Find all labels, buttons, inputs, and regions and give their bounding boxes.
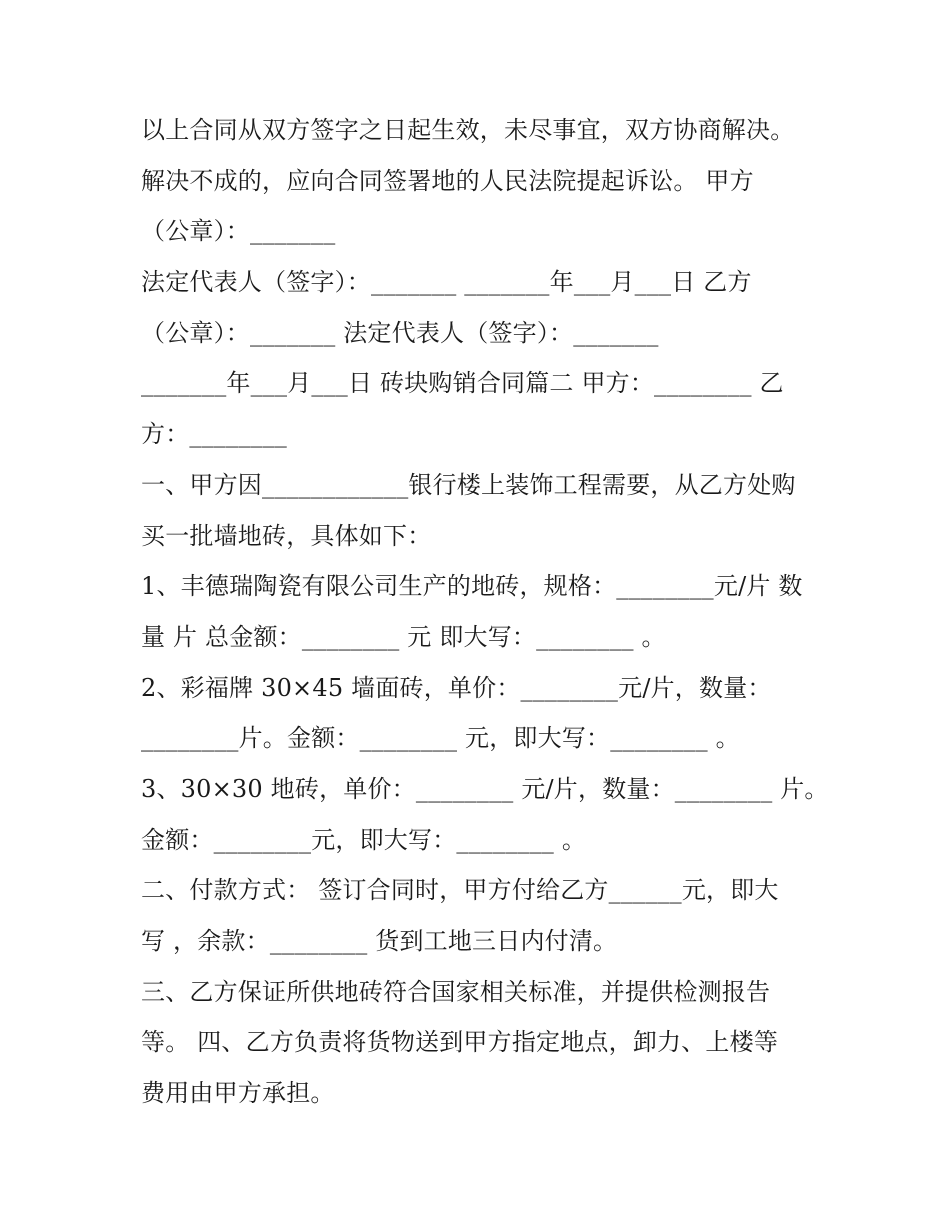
text-line: 费用由甲方承担。 (141, 1079, 335, 1108)
text-line: 写 ，余款：________ 货到工地三日内付清。 (141, 927, 618, 955)
text-line: 金额：________元，即大写：________ 。 (141, 825, 587, 854)
text-line: （公章）：_______ (141, 217, 336, 246)
text-line: 一、甲方因____________银行楼上装饰工程需要，从乙方处购 (141, 470, 796, 499)
text-line: 3、30×30 地砖，单价：________ 元/片，数量：________ 片。 (141, 774, 829, 803)
text-line: （公章）：_______ 法定代表人（签字）：_______ (141, 318, 659, 347)
text-line: 1、丰德瑞陶瓷有限公司生产的地砖，规格：________元/片 数 (141, 572, 803, 601)
contract-text (141, 105, 829, 1119)
text-line: 等。 四、乙方负责将货物送到甲方指定地点，卸力、上楼等 (141, 1028, 779, 1057)
text-line: 二、付款方式： 签订合同时，甲方付给乙方______元，即大 (141, 876, 779, 905)
text-line: 解决不成的，应向合同签署地的人民法院提起诉讼。 甲方 (141, 166, 754, 195)
text-line: 方：________ (141, 420, 287, 449)
text-line: 三、乙方保证所供地砖符合国家相关标准，并提供检测报告 (141, 977, 771, 1006)
text-line: 量 片 总金额：________ 元 即大写：________ 。 (141, 622, 666, 651)
text-line: 法定代表人（签字）：_______ _______年___月___日 乙方 (141, 268, 752, 297)
text-line: 以上合同从双方签字之日起生效，未尽事宜，双方协商解决。 (141, 116, 795, 144)
text-line: _______年___月___日 砖块购销合同篇二 甲方：________ 乙 (141, 369, 784, 398)
text-line: 2、彩福牌 30×45 墙面砖，单价：________元/片，数量： (141, 673, 772, 702)
text-line: ________片。金额：________ 元，即大写：________ 。 (141, 724, 740, 753)
text-line: 买一批墙地砖，具体如下： (141, 521, 432, 550)
